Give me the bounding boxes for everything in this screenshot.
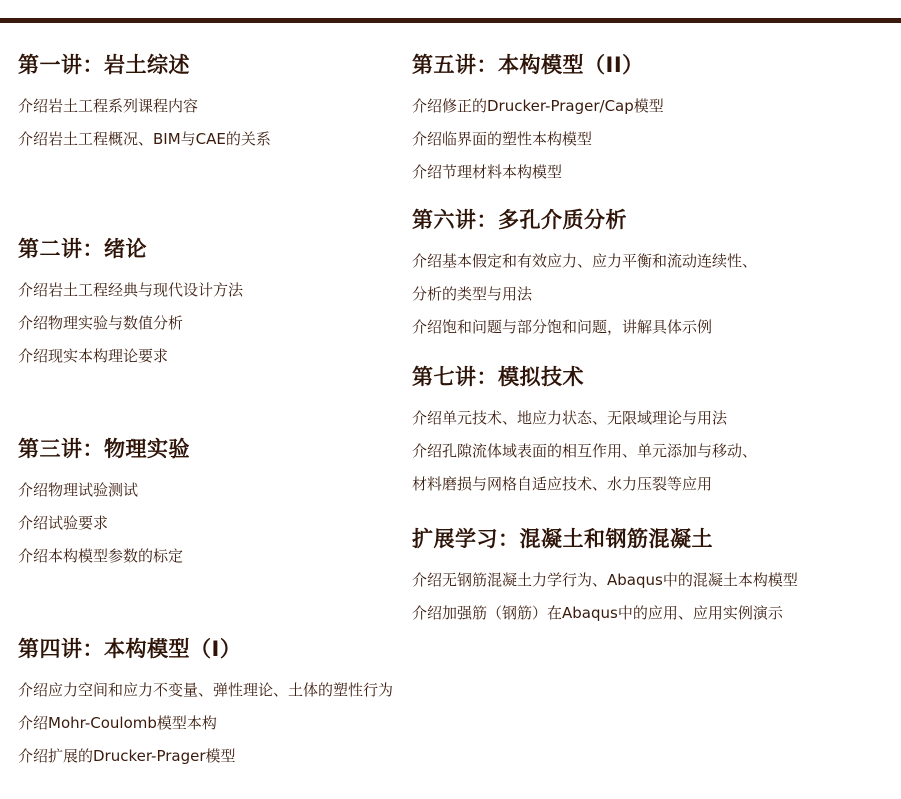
list-item: 介绍孔隙流体域表面的相互作用、单元添加与移动、 — [412, 442, 758, 460]
list-item: 介绍现实本构理论要求 — [18, 347, 169, 365]
list-item: 介绍扩展的Drucker-Prager模型 — [18, 747, 236, 765]
list-item: 介绍单元技术、地应力状态、无限域理论与用法 — [412, 409, 728, 427]
list-item: 介绍基本假定和有效应力、应力平衡和流动连续性、 — [412, 252, 758, 270]
list-item: 介绍加强筋（钢筋）在Abaqus中的应用、应用实例演示 — [412, 604, 783, 622]
list-item: 介绍本构模型参数的标定 — [18, 547, 184, 565]
list-item: 材料磨损与网格自适应技术、水力压裂等应用 — [412, 475, 713, 493]
section-title: 第六讲：多孔介质分析 — [412, 208, 627, 232]
section-item-list — [18, 474, 398, 573]
section-item-list — [412, 402, 892, 501]
list-item: 介绍无钢筋混凝土力学行为、Abaqus中的混凝土本构模型 — [412, 571, 798, 589]
list-item: 介绍岩土工程经典与现代设计方法 — [18, 281, 244, 299]
section-lecture-7 — [412, 362, 892, 501]
list-item: 介绍岩土工程概况、BIM与CAE的关系 — [18, 130, 271, 148]
section-title: 第二讲：绪论 — [18, 237, 147, 261]
section-title: 第三讲：物理实验 — [18, 437, 190, 461]
section-lecture-3 — [18, 434, 398, 573]
section-item-list — [412, 564, 892, 630]
list-item: 介绍物理实验与数值分析 — [18, 314, 184, 332]
section-item-list — [412, 90, 892, 189]
section-item-list — [18, 274, 398, 373]
section-item-list — [18, 674, 878, 773]
section-title: 第四讲：本构模型（I） — [18, 637, 242, 661]
list-item: 介绍岩土工程系列课程内容 — [18, 97, 199, 115]
list-item: 介绍试验要求 — [18, 514, 109, 532]
list-item: 分析的类型与用法 — [412, 285, 533, 303]
section-title: 扩展学习：混凝土和钢筋混凝土 — [412, 527, 713, 551]
section-lecture-1 — [18, 50, 398, 156]
list-item: 介绍修正的Drucker-Prager/Cap模型 — [412, 97, 664, 115]
section-lecture-4 — [18, 634, 878, 773]
top-divider — [0, 18, 901, 23]
list-item: 介绍物理试验测试 — [18, 481, 139, 499]
section-title: 第一讲：岩土综述 — [18, 53, 190, 77]
section-lecture-5 — [412, 50, 892, 189]
section-extended-learning — [412, 524, 892, 630]
section-item-list — [18, 90, 398, 156]
list-item: 介绍Mohr-Coulomb模型本构 — [18, 714, 217, 732]
section-item-list — [412, 245, 892, 344]
section-lecture-6 — [412, 205, 892, 344]
list-item: 介绍饱和问题与部分饱和问题，讲解具体示例 — [412, 318, 713, 336]
section-lecture-2 — [18, 234, 398, 373]
list-item: 介绍临界面的塑性本构模型 — [412, 130, 593, 148]
section-title: 第五讲：本构模型（II） — [412, 53, 644, 77]
list-item: 介绍应力空间和应力不变量、弹性理论、土体的塑性行为 — [18, 681, 394, 699]
section-title: 第七讲：模拟技术 — [412, 365, 584, 389]
list-item: 介绍节理材料本构模型 — [412, 163, 563, 181]
